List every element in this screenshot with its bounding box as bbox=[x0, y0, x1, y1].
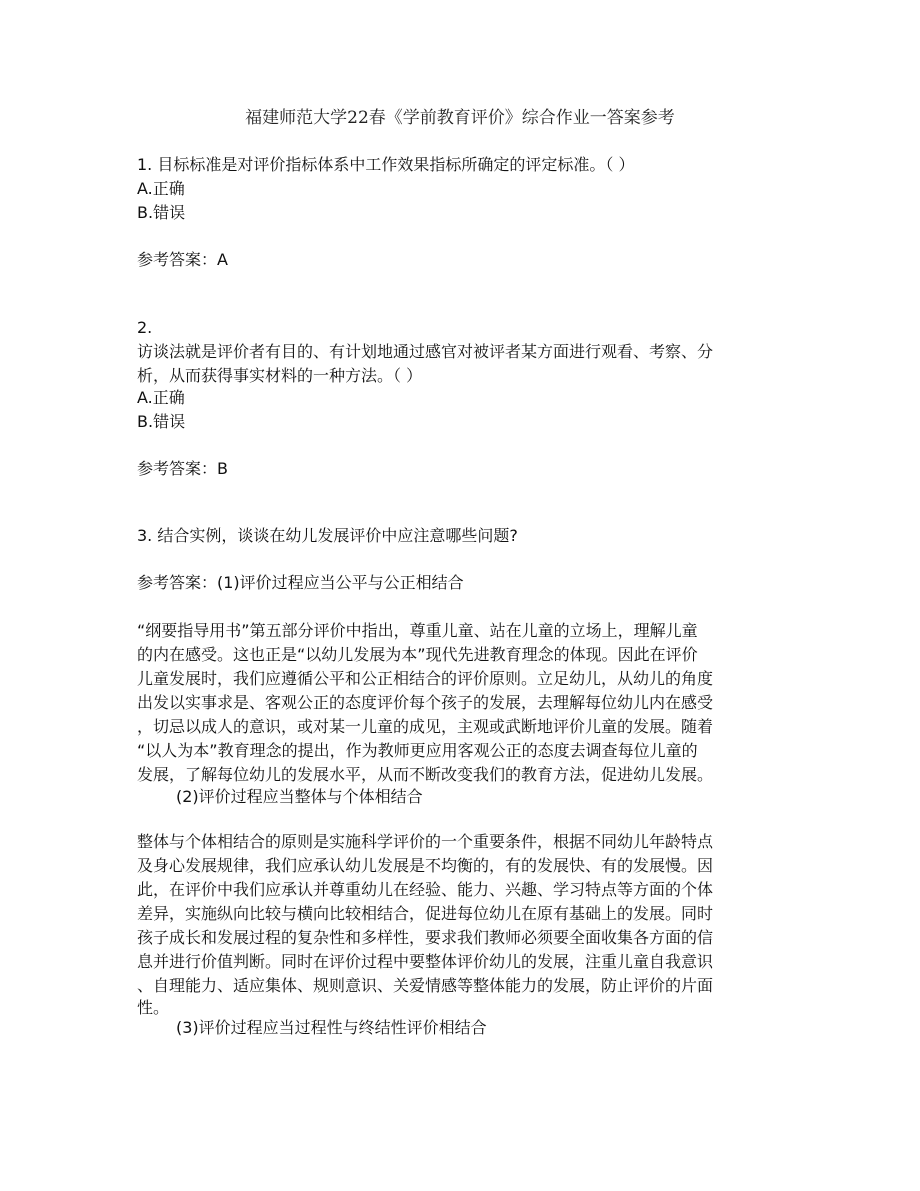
paragraph-2-line: 孩子成长和发展过程的复杂性和多样性，要求我们教师必须要全面收集各方面的信 bbox=[137, 928, 714, 947]
paragraph-2-line: 、自理能力、适应集体、规则意识、关爱情感等整体能力的发展，防止评价的片面 bbox=[137, 976, 714, 995]
paragraph-1-line: 发展，了解每位幼儿的发展水平，从而不断改变我们的教育方法，促进幼儿发展。 bbox=[137, 765, 714, 784]
question-2-text-line: 访谈法就是评价者有目的、有计划地通过感官对被评者某方面进行观看、考察、分 bbox=[137, 342, 714, 361]
paragraph-1-line: “纲要指导用书”第五部分评价中指出，尊重儿童、站在儿童的立场上，理解儿童 bbox=[137, 621, 698, 640]
paragraph-2-line: 息并进行价值判断。同时在评价过程中要整体评价幼儿的发展，注重儿童自我意识 bbox=[137, 952, 714, 971]
question-2-answer: 参考答案：B bbox=[137, 459, 228, 478]
question-3-text: 3. 结合实例，谈谈在幼儿发展评价中应注意哪些问题? bbox=[137, 526, 518, 545]
paragraph-2-line: 整体与个体相结合的原则是实施科学评价的一个重要条件，根据不同幼儿年龄特点 bbox=[137, 832, 714, 851]
question-2-text-line: 析，从而获得事实材料的一种方法。（ ） bbox=[137, 366, 423, 385]
paragraph-2-line: 性。 bbox=[137, 998, 170, 1017]
paragraph-1-line: “以人为本”教育理念的提出，作为教师更应用客观公正的态度去调查每位儿童的 bbox=[137, 741, 698, 760]
section-heading-3: (3)评价过程应当过程性与终结性评价相结合 bbox=[176, 1018, 487, 1037]
question-2-option-b: B.错误 bbox=[137, 412, 186, 431]
document-title: 福建师范大学22春《学前教育评价》综合作业一答案参考 bbox=[245, 108, 675, 128]
paragraph-1-line: 出发以实事求是、客观公正的态度评价每个孩子的发展，去理解每位幼儿内在感受 bbox=[137, 693, 714, 712]
paragraph-2-line: 差异，实施纵向比较与横向比较相结合，促进每位幼儿在原有基础上的发展。同时 bbox=[137, 904, 714, 923]
paragraph-1-line: ，切忌以成人的意识，或对某一儿童的成见，主观或武断地评价儿童的发展。随着 bbox=[137, 717, 714, 736]
paragraph-1-line: 儿童发展时，我们应遵循公平和公正相结合的评价原则。立足幼儿，从幼儿的角度 bbox=[137, 669, 714, 688]
paragraph-1-line: 的内在感受。这也正是“以幼儿发展为本”现代先进教育理念的体现。因此在评价 bbox=[137, 645, 698, 664]
question-3-answer: 参考答案：(1)评价过程应当公平与公正相结合 bbox=[137, 573, 464, 592]
question-2-option-a: A.正确 bbox=[137, 388, 185, 407]
question-1-option-b: B.错误 bbox=[137, 203, 186, 222]
paragraph-2-line: 及身心发展规律，我们应承认幼儿发展是不均衡的，有的发展快、有的发展慢。因 bbox=[137, 856, 714, 875]
section-heading-2: (2)评价过程应当整体与个体相结合 bbox=[176, 787, 423, 806]
question-2-number: 2. bbox=[137, 318, 153, 337]
question-1-text: 1. 目标标准是对评价指标体系中工作效果指标所确定的评定标准。（ ） bbox=[137, 155, 635, 174]
question-1-answer: 参考答案：A bbox=[137, 250, 228, 269]
question-1-option-a: A.正确 bbox=[137, 179, 185, 198]
paragraph-2-line: 此，在评价中我们应承认并尊重幼儿在经验、能力、兴趣、学习特点等方面的个体 bbox=[137, 880, 714, 899]
